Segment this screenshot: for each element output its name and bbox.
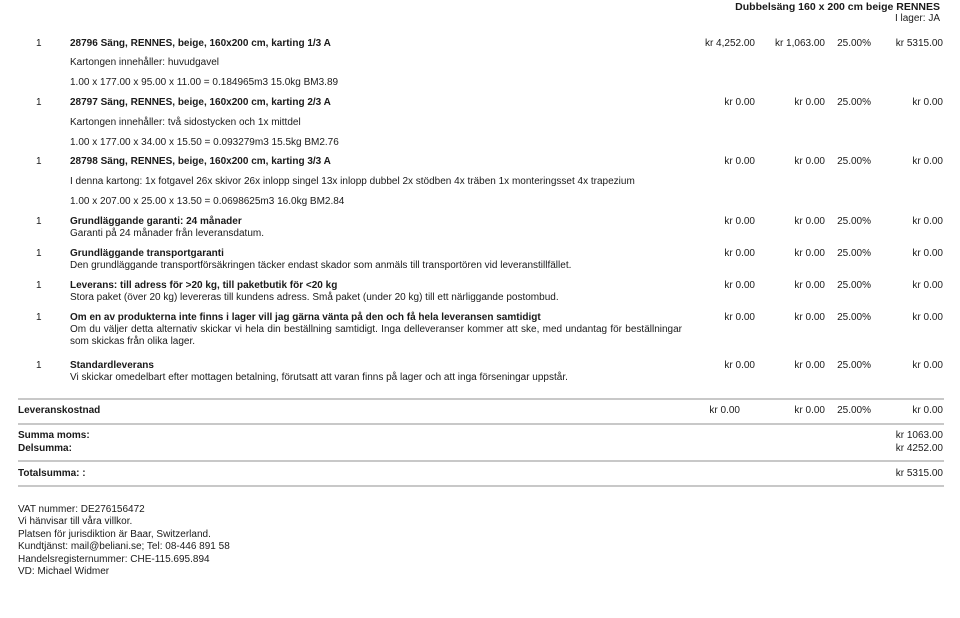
item-quantity: 1 (36, 38, 42, 49)
trade-register-number: Handelsregisternummer: CHE-115.695.894 (18, 553, 210, 565)
company-footer (18, 504, 230, 578)
item-vat-amount: kr 1,063.00 (774, 38, 825, 49)
item-contents: Kartongen innehåller: två sidostycken och 1x mittdel (70, 117, 301, 128)
item-vat-rate: 25.00% (837, 156, 871, 167)
item-title: 28796 Säng, RENNES, beige, 160x200 cm, karting 1/3 A (70, 38, 331, 49)
delivery-cost-label: Leveranskostnad (18, 405, 101, 416)
item-title: 28798 Säng, RENNES, beige, 160x200 cm, karting 3/3 A (70, 156, 331, 167)
item-vat-amount: kr 0.00 (794, 97, 825, 108)
item-price: kr 0.00 (724, 156, 755, 167)
service-quantity: 1 (36, 360, 42, 371)
service-description: Om du väljer detta alternativ skickar vi hela din beställning samtidigt. Inga delleveranser kommer att ske, med undantag för beställningar som skickas från olika lager. (70, 324, 682, 347)
service-vat-amount: kr 0.00 (794, 312, 825, 323)
item-vat-rate: 25.00% (837, 38, 871, 49)
service-price: kr 0.00 (724, 312, 755, 323)
service-vat-amount: kr 0.00 (794, 280, 825, 291)
item-total: kr 0.00 (912, 97, 943, 108)
item-total: kr 5315.00 (895, 38, 943, 49)
vat-sum-value: kr 1063.00 (895, 430, 943, 441)
stock-status: I lager: JA (894, 13, 940, 24)
service-quantity: 1 (36, 248, 42, 259)
service-total: kr 0.00 (912, 280, 943, 291)
subtotal-value: kr 4252.00 (895, 443, 943, 454)
ceo-name: VD: Michael Widmer (18, 566, 110, 578)
service-quantity: 1 (36, 216, 42, 227)
item-vat-amount: kr 0.00 (794, 156, 825, 167)
service-quantity: 1 (36, 312, 42, 323)
grand-total-label: Totalsumma: : (18, 468, 86, 479)
service-description: Vi skickar omedelbart efter mottagen betalning, förutsatt att varan finns på lager och att inga förseningar uppstår. (70, 372, 568, 383)
delivery-cost-vat-amount: kr 0.00 (794, 405, 825, 416)
item-total: kr 0.00 (912, 156, 943, 167)
divider (18, 423, 944, 425)
service-description: Stora paket (över 20 kg) levereras till kundens adress. Små paket (under 20 kg) till ett närliggande postombud. (70, 292, 559, 303)
item-dimensions: 1.00 x 177.00 x 95.00 x 11.00 = 0.184965m3 15.0kg BM3.89 (70, 77, 339, 88)
item-title: 28797 Säng, RENNES, beige, 160x200 cm, karting 2/3 A (70, 97, 331, 108)
service-total: kr 0.00 (912, 216, 943, 227)
item-price: kr 0.00 (724, 97, 755, 108)
item-quantity: 1 (36, 156, 42, 167)
service-description: Garanti på 24 månader från leveransdatum. (70, 228, 264, 239)
delivery-cost-price: kr 0.00 (709, 405, 740, 416)
service-price: kr 0.00 (724, 216, 755, 227)
service-title: Grundläggande transportgaranti (70, 248, 224, 259)
item-quantity: 1 (36, 97, 42, 108)
service-vat-rate: 25.00% (837, 312, 871, 323)
service-vat-rate: 25.00% (837, 216, 871, 227)
service-total: kr 0.00 (912, 312, 943, 323)
item-contents: Kartongen innehåller: huvudgavel (70, 57, 219, 68)
service-price: kr 0.00 (724, 360, 755, 371)
document-header (735, 1, 940, 25)
customer-service-contact: Kundtjänst: mail@beliani.se; Tel: 08-446 891 58 (18, 541, 230, 553)
divider (18, 485, 944, 487)
item-price: kr 4,252.00 (704, 38, 755, 49)
service-vat-rate: 25.00% (837, 360, 871, 371)
service-price: kr 0.00 (724, 280, 755, 291)
item-contents: I denna kartong: 1x fotgavel 26x skivor 26x inlopp singel 13x inlopp dubbel 2x stödben 4x träben 1x monteringsset 4x trapezium (70, 176, 635, 187)
item-dimensions: 1.00 x 207.00 x 25.00 x 13.50 = 0.0698625m3 16.0kg BM2.84 (70, 196, 345, 207)
subtotal-label: Delsumma: (18, 443, 72, 454)
delivery-cost-total: kr 0.00 (912, 405, 943, 416)
service-vat-rate: 25.00% (837, 280, 871, 291)
divider (18, 460, 944, 462)
delivery-cost-vat-rate: 25.00% (837, 405, 871, 416)
vat-sum-label: Summa moms: (18, 430, 90, 441)
service-title: Leverans: till adress för >20 kg, till paketbutik för <20 kg (70, 280, 338, 291)
service-title: Grundläggande garanti: 24 månader (70, 216, 242, 227)
service-total: kr 0.00 (912, 360, 943, 371)
item-dimensions: 1.00 x 177.00 x 34.00 x 15.50 = 0.093279m3 15.5kg BM2.76 (70, 137, 339, 148)
service-price: kr 0.00 (724, 248, 755, 259)
service-title: Om en av produkterna inte finns i lager vill jag gärna vänta på den och få hela leveransen samtidigt (70, 312, 541, 323)
terms-note: Vi hänvisar till våra villkor. (18, 516, 133, 528)
item-vat-rate: 25.00% (837, 97, 871, 108)
grand-total-value: kr 5315.00 (895, 468, 943, 479)
service-vat-rate: 25.00% (837, 248, 871, 259)
product-title: Dubbelsäng 160 x 200 cm beige RENNES (735, 1, 940, 13)
service-quantity: 1 (36, 280, 42, 291)
service-vat-amount: kr 0.00 (794, 248, 825, 259)
service-description: Den grundläggande transportförsäkringen täcker endast skador som anmäls till transportören vid leveranstillfället. (70, 260, 572, 271)
service-title: Standardleverans (70, 360, 154, 371)
service-vat-amount: kr 0.00 (794, 360, 825, 371)
vat-number: VAT nummer: DE276156472 (18, 504, 145, 515)
service-total: kr 0.00 (912, 248, 943, 259)
jurisdiction: Platsen för jurisdiktion är Baar, Switzerland. (18, 528, 211, 540)
service-vat-amount: kr 0.00 (794, 216, 825, 227)
divider (18, 398, 944, 400)
